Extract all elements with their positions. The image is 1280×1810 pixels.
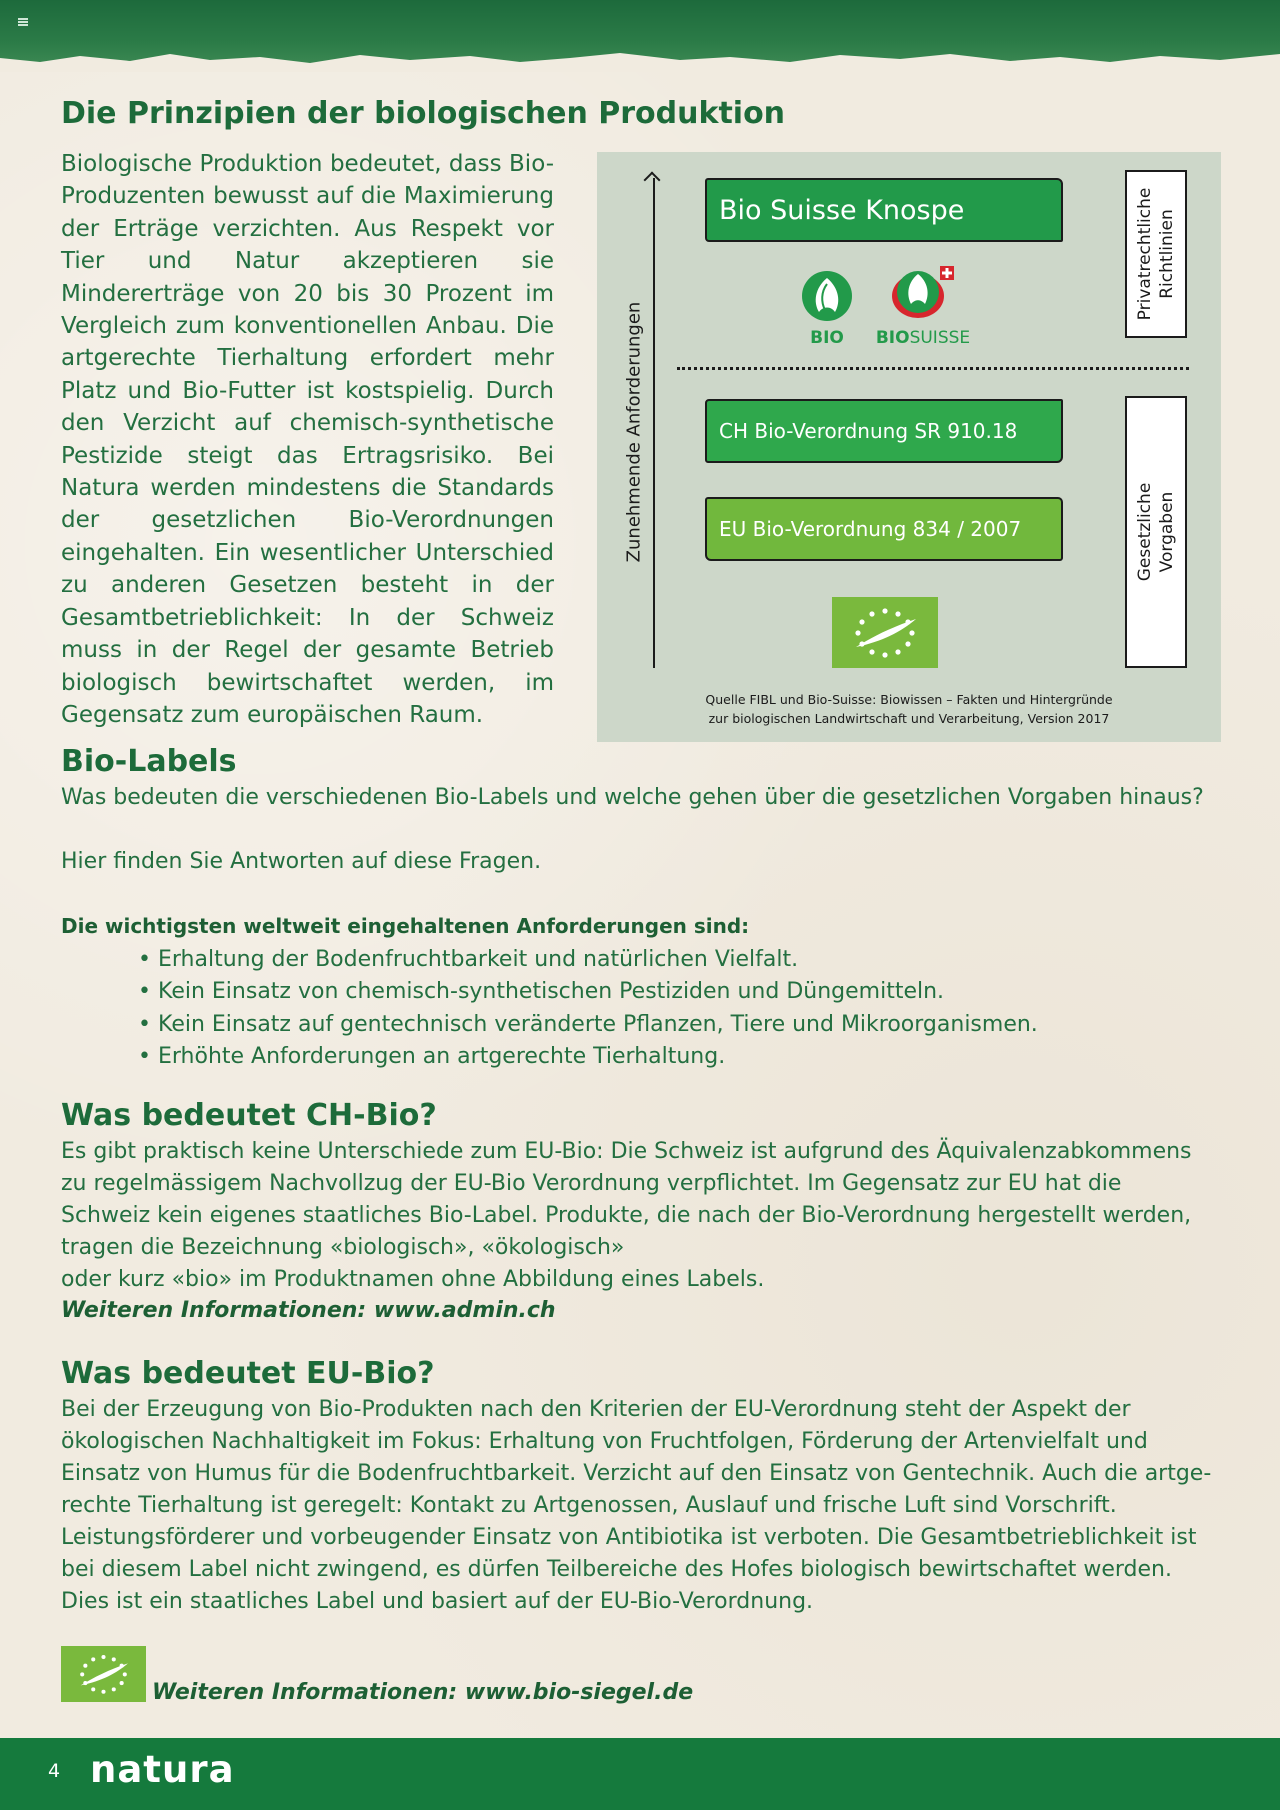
requirements-diagram: Zunehmende Anforderungen Bio Suisse Knospe BIO BIOSUISSE CH Bio-Verordnung SR 910.18 EU Bio-Verordnung 834 / 2007 Privatrechtliche Richtlinien Gesetzliche Vorgaben Quelle FIBL und Bio-Suisse: Biowissen – Fakten und Hintergründe zur biologischen Landwirtschaft und Verarbeitung, Version 2017 xyxy=(597,152,1221,742)
divider-dotted xyxy=(677,367,1189,370)
axis-line xyxy=(653,178,655,668)
biosuisse-logo xyxy=(865,264,981,348)
ch-bio-line: Es gibt praktisch keine Unterschiede zum EU-Bio: Die Schweiz ist aufgrund des Äquivalenzabkommens xyxy=(61,1139,1192,1164)
intro-text: Biologische Produktion bedeutet, dass Bio-Produzenten bewusst auf die Maximierung der Erträge verzichten. Aus Respekt vor Tier und Natur akzeptieren sie Mindererträge von 20 bis 30 Prozent im Vergleich zum konventionellen Anbau. Die artgerechte Tierhaltung erfordert mehr Platz und Bio-Futter ist kostspielig. Durch den Verzicht auf chemisch-synthetische Pestizide steigt das Ertragsrisiko. Bei Natura werden mindestens die Standards der gesetzlichen Bio-Verordnungen eingehalten. Ein wesentlicher Unterschied zu anderen Gesetzen besteht in der Gesamtbetrieblichkeit: In der Schweiz muss in der Regel der gesamte Betrieb biologisch bewirtschaftet werden, im Gegensatz zum europäischen Raum. xyxy=(61,151,554,728)
biosuisse-bud-icon xyxy=(888,264,958,322)
eu-bio-line: Bei der Erzeugung von Bio-Produkten nach den Kriterien der EU-Verordnung steht der Aspekt der xyxy=(61,1397,1131,1422)
eu-bio-heading: Was bedeutet EU-Bio? xyxy=(61,1356,435,1391)
ch-bio-line: zu regelmässigem Nachvollzug der EU-Bio Verordnung verpflichtet. Im Gegensatz zur EU hat die xyxy=(61,1171,1122,1196)
requirements-heading: Die wichtigsten weltweit eingehaltenen Anforderungen sind: xyxy=(61,914,750,938)
ch-bio-line: Schweiz kein eigenes staatliches Bio-Label. Produkte, die nach der Bio-Verordnung hergestellt werden, xyxy=(61,1203,1192,1228)
bio-labels-question: Was bedeuten die verschiedenen Bio-Labels und welche gehen über die gesetzlichen Vorgaben hinaus? xyxy=(61,785,1204,810)
brand-logo: natura xyxy=(90,1748,235,1791)
eu-bio-line: rechte Tierhaltung ist geregelt: Kontakt zu Artgenossen, Auslauf und frische Luft sind Vorschrift. xyxy=(61,1493,1117,1518)
list-item: • Erhaltung der Bodenfruchtbarkeit und natürlichen Vielfalt. xyxy=(138,944,1038,976)
list-item: • Kein Einsatz auf gentechnisch veränderte Pflanzen, Tiere und Mikroorganismen. xyxy=(138,1009,1038,1041)
list-item: • Kein Einsatz von chemisch-synthetischen Pestiziden und Düngemitteln. xyxy=(138,976,1038,1008)
eu-organic-leaf-icon xyxy=(832,597,938,668)
header-band xyxy=(0,0,1280,70)
bar-bio-suisse-knospe: Bio Suisse Knospe xyxy=(705,178,1063,242)
page-title: Die Prinzipien der biologischen Produktion xyxy=(61,96,786,131)
eu-bio-info-link[interactable]: Weiteren Informationen: www.bio-siegel.de xyxy=(152,1680,694,1705)
bar-ch-bio-verordnung: CH Bio-Verordnung SR 910.18 xyxy=(705,399,1063,463)
list-item: • Erhöhte Anforderungen an artgerechte Tierhaltung. xyxy=(138,1041,1038,1073)
menu-icon[interactable] xyxy=(18,18,28,26)
bar-eu-bio-verordnung: EU Bio-Verordnung 834 / 2007 xyxy=(705,497,1063,561)
biosuisse-logo-label: BIOSUISSE xyxy=(875,328,971,348)
bio-logo-label: BIO xyxy=(810,328,844,348)
eu-bio-line: ökologischen Nachhaltigkeit im Fokus: Erhaltung von Fruchtfolgen, Förderung der Artenvielfalt und xyxy=(61,1429,1148,1454)
arrow-up-icon xyxy=(644,172,661,189)
box-private-guidelines: Privatrechtliche Richtlinien xyxy=(1125,170,1187,338)
eu-bio-line: Leistungsförderer und vorbeugender Einsatz von Antibiotika ist verboten. Die Gesamtbetrieblichkeit ist xyxy=(61,1525,1197,1550)
bio-labels-heading: Bio-Labels xyxy=(61,744,237,779)
torn-paper-edge xyxy=(0,48,1280,72)
diagram-source: Quelle FIBL und Bio-Suisse: Biowissen – Fakten und Hintergründe zur biologischen Landwirtschaft und Verarbeitung, Version 2017 xyxy=(705,692,1113,726)
ch-bio-info-link[interactable]: Weiteren Informationen: www.admin.ch xyxy=(61,1298,556,1323)
eu-organic-leaf-icon xyxy=(61,1646,146,1702)
bio-leaf-icon xyxy=(801,270,853,322)
ch-bio-line: tragen die Bezeichnung «biologisch», «ökologisch» xyxy=(61,1235,625,1260)
page-number: 4 xyxy=(48,1760,61,1782)
bio-labels-answer: Hier finden Sie Antworten auf diese Fragen. xyxy=(61,849,542,874)
eu-bio-line: bei diesem Label nicht zwingend, es dürfen Teilbereiche des Hofes biologisch bewirtschaftet werden. xyxy=(61,1557,1172,1582)
footer xyxy=(0,1738,1280,1810)
bio-logo xyxy=(797,270,857,348)
ch-bio-heading: Was bedeutet CH-Bio? xyxy=(61,1098,437,1133)
requirements-list xyxy=(138,944,1038,1074)
ch-bio-line: oder kurz «bio» im Produktnamen ohne Abbildung eines Labels. xyxy=(61,1267,765,1292)
eu-bio-line: Dies ist ein staatliches Label und basiert auf der EU-Bio-Verordnung. xyxy=(61,1589,814,1614)
eu-bio-line: Einsatz von Humus für die Bodenfruchtbarkeit. Verzicht auf den Einsatz von Gentechnik. Auch die artge- xyxy=(61,1461,1212,1486)
box-legal-requirements: Gesetzliche Vorgaben xyxy=(1125,396,1187,668)
